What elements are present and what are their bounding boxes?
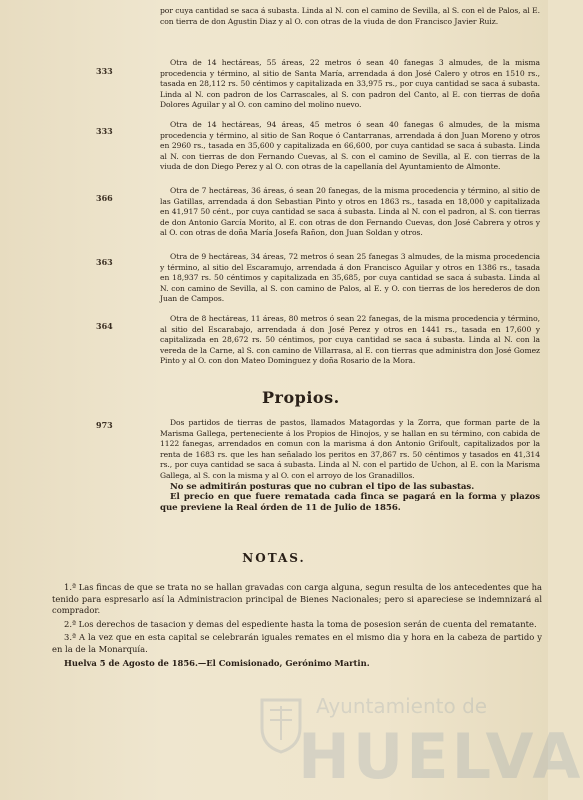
- lot-entry: [160, 6, 540, 27]
- propios-text: Dos partidos de tierras de pastos, llamados Matagordas y la Zorra, que forman parte de la Marisma Gallega, perteneciente á los Propios de Hinojos, y se hallan en su término, con cabida de 1122 fanegas, arrendados en comun con la marisma á don Antonio Grifoult, capitalizados por la renta de 1683 rs. que les han señalado los peritos en 37,867 rs. 50 céntimos y tasados en 41,314 rs., por cuya cantidad se saca á subasta. Linda al N. con el partido de Uchon, al E. con la Marisma Gallega, al S. con la misma y al O. con el arroyo de los Granadillos.: [160, 418, 540, 480]
- section-heading-propios: Propios.: [262, 388, 340, 407]
- lot-text: Otra de 14 hectáreas, 55 áreas, 22 metros ó sean 40 fanegas 3 almudes, de la misma procedencia y término, al sitio de Santa María, arrendada á don José Calero y otros en 1510 rs., tasada en 28,112 rs. 50 céntimos y capitalizada en 33,975 rs., por cuya cantidad se saca á subasta. Linda al N. con padron de los Carrascales, al S. con padron del Canto, al E. con tierras de doña Dolores Aguilar y al O. con camino del molino nuevo.: [160, 58, 540, 110]
- lot-text: Otra de 7 hectáreas, 36 áreas, ó sean 20 fanegas, de la misma procedencia y término, al sitio de las Gatillas, arrendada á don Sebastian Pinto y otros en 1863 rs., tasada en 18,000 y capitalizada en 41,917 50 cént., por cuya cantidad se saca á subasta. Linda al N. con el padron, al S. con tierras de don Antonio García Morito, al E. con otras de don Fernando Cuevas, don José Cabrera y otros y al O. con otras de doña María Josefa Rañon, don Juan Soldan y otros.: [160, 186, 540, 238]
- propios-payment: El precio en que fuere rematada cada finca se pagará en la forma y plazos que previene la Real órden de 11 de Julio de 1856.: [160, 492, 540, 513]
- lot-text: Otra de 9 hectáreas, 34 áreas, 72 metros ó sean 25 fanegas 3 almudes, de la misma procedencia y término, al sitio del Escaramujo, arrendada á don Francisco Aguilar y otros en 1386 rs., tasada en 18,937 rs. 50 céntimos y capitalizada en 35,685, por cuya cantidad se saca á subasta. Linda al N. con camino de Sevilla, al S. con camino de Palos, al E. y O. con tierras de los herederos de don Juan de Campos.: [160, 252, 540, 304]
- lot-number: 364: [96, 321, 113, 331]
- lot-text: Otra de 8 hectáreas, 11 áreas, 80 metros ó sean 22 fanegas, de la misma procedencia y término, al sitio del Escarabajo, arrendada á don José Perez y otros en 1441 rs., tasada en 17,600 y capitalizada en 28,672 rs. 50 céntimos, por cuya cantidad se saca á subasta. Linda al N. con la vereda de la Carne, al S. con camino de Villarrasa, al E. con tierras que administra don José Gomez Pinto y al O. con don Mateo Dominguez y doña Rosario de la Mora.: [160, 314, 540, 366]
- note-item: 3.ª A la vez que en esta capital se celebrarán iguales remates en el mismo dia y hora en la cabeza de partido y en la de la Monarquía.: [52, 632, 542, 654]
- notes-list: [52, 582, 542, 671]
- propios-entry: [160, 418, 540, 513]
- archive-watermark: [258, 690, 583, 800]
- lot-text: por cuya cantidad se saca á subasta. Linda al N. con el camino de Sevilla, al S. con el de Palos, al E. con tierra de don Agustin Diaz y al O. con otras de la viuda de don Francisco Javier Ruiz.: [160, 6, 540, 26]
- propios-condition: No se admitirán posturas que no cubran el tipo de las subastas.: [170, 481, 475, 492]
- lot-entry: [160, 186, 540, 239]
- note-item: 1.ª Las fincas de que se trata no se hallan gravadas con carga alguna, segun resulta de los antecedentes que ha tenido para espresarlo así la Administracion principal de Bienes Nacionales; pero si apareciese se indemnizará al comprador.: [52, 582, 542, 616]
- watermark-title: HUELVA: [298, 720, 583, 793]
- lot-number: 366: [96, 193, 113, 203]
- note-item: 2.ª Los derechos de tasacion y demas del espediente hasta la toma de posesion serán de cuenta del rematante.: [64, 618, 537, 629]
- lot-number: 973: [96, 420, 113, 430]
- lot-number: 363: [96, 257, 113, 267]
- lot-number: 333: [96, 126, 113, 136]
- signature-line: Huelva 5 de Agosto de 1856.—El Comisionado, Gerónimo Martin.: [64, 657, 370, 668]
- lot-number: 333: [96, 66, 113, 76]
- lot-entry: [160, 120, 540, 173]
- lot-entry: [160, 252, 540, 305]
- notes-title: NOTAS.: [242, 551, 306, 565]
- lot-entry: [160, 58, 540, 111]
- watermark-subtitle: Ayuntamiento de: [316, 694, 488, 718]
- lot-text: Otra de 14 hectáreas, 94 áreas, 45 metros ó sean 40 fanegas 6 almudes, de la misma procedencia y término, al sitio de San Roque ó Cantarranas, arrendada á don Juan Moreno y otros en 2960 rs., tasada en 35,600 y capitalizada en 66,600, por cuya cantidad se saca á subasta. Linda al N. con tierras de don Fernando Cuevas, al S. con el camino de Sevilla, al E. con tierras de la viuda de don Diego Perez y al O. con otras de la capellanía del Ayuntamiento de Almonte.: [160, 120, 540, 172]
- lot-entry: [160, 314, 540, 367]
